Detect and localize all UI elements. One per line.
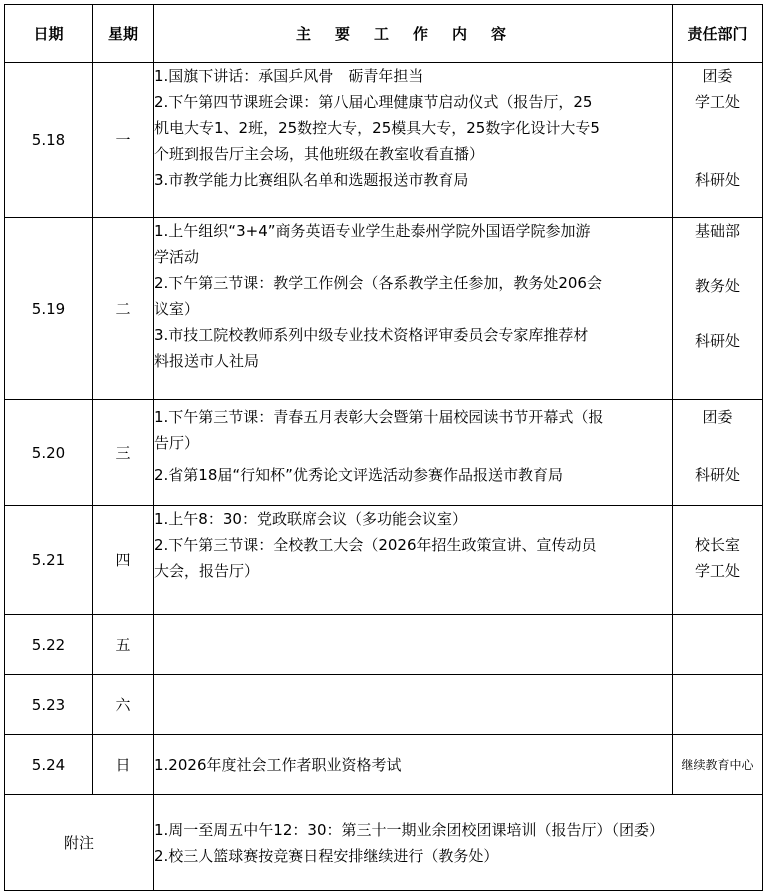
dept-line: 教务处 [694,277,740,295]
content-line: 个班到报告厅主会场，其他班级在教室收看直播） [154,145,485,163]
notes-line: 2.校三人篮球赛按竞赛日程安排继续进行（教务处） [154,846,499,865]
dept-line: 继续教育中心 [681,757,754,772]
table-row [5,218,763,400]
row-weekday: 二 [93,218,154,400]
dept-line: 团委 [702,408,733,426]
table-row [5,400,763,506]
row-content [154,735,673,795]
row-date: 5.24 [5,735,93,795]
row-date: 5.23 [5,675,93,735]
content-line: 1.国旗下讲话：承国乒风骨 砺青年担当 [154,67,424,85]
table-row [5,735,763,795]
row-content [154,675,673,735]
dept-line: 科研处 [694,466,740,484]
content-line: 议室） [154,300,200,318]
row-weekday: 一 [93,63,154,218]
content-line: 2.下午第四节课班会课：第八届心理健康节启动仪式（报告厅，25 [154,93,593,111]
dept-line: 学工处 [694,93,740,111]
content-line: 2.下午第三节课：全校教工大会（2026年招生政策宣讲、宣传动员 [154,536,597,554]
dept-line: 基础部 [694,222,740,240]
table-row [5,675,763,735]
row-dept [673,615,763,675]
row-weekday: 六 [93,675,154,735]
content-line: 1.上午组织“3+4”商务英语专业学生赴泰州学院外国语学院参加游 [154,222,591,240]
content-line: 1.上午8：30：党政联席会议（多功能会议室） [154,510,467,528]
row-weekday: 四 [93,506,154,615]
row-content [154,63,673,218]
content-line: 2.下午第三节课：教学工作例会（各系教学主任参加，教务处206会 [154,274,602,292]
weekly-schedule-table [4,4,763,891]
row-content [154,218,673,400]
row-date: 5.21 [5,506,93,615]
row-dept [673,675,763,735]
row-content [154,400,673,506]
content-line: 告厅） [154,434,200,452]
dept-line: 学工处 [694,562,740,580]
dept-line: 团委 [702,67,733,85]
table-row [5,506,763,615]
row-date: 5.19 [5,218,93,400]
content-line: 3.市技工院校教师系列中级专业技术资格评审委员会专家库推荐材 [154,326,589,344]
table-row [5,63,763,218]
content-line: 1.下午第三节课：青春五月表彰大会暨第十届校园读书节开幕式（报 [154,408,604,426]
notes-content [154,795,763,891]
row-date: 5.18 [5,63,93,218]
header-weekday: 星期 [93,5,154,63]
header-date: 日期 [5,5,93,63]
header-content: 主要工作内容 [154,5,673,63]
content-line: 学活动 [154,248,200,266]
row-dept [673,506,763,615]
dept-line: 校长室 [694,536,740,554]
notes-title: 附注 [5,795,154,891]
content-line: 3.市教学能力比赛组队名单和选题报送市教育局 [154,171,469,189]
row-content [154,506,673,615]
notes-line: 1.周一至周五中午12：30：第三十一期业余团校团课培训（报告厅）（团委） [154,820,664,839]
row-weekday: 五 [93,615,154,675]
content-line: 料报送市人社局 [154,352,260,370]
row-dept [673,735,763,795]
content-line: 2.省第18届“行知杯”优秀论文评选活动参赛作品报送市教育局 [154,466,563,484]
row-dept [673,63,763,218]
header-row [5,5,763,63]
row-weekday: 三 [93,400,154,506]
row-dept [673,218,763,400]
row-date: 5.20 [5,400,93,506]
row-dept [673,400,763,506]
header-dept: 责任部门 [673,5,763,63]
notes-row [5,795,763,891]
row-date: 5.22 [5,615,93,675]
row-content [154,615,673,675]
content-line: 机电大专1、2班，25数控大专，25模具大专，25数字化设计大专5 [154,119,600,137]
dept-line: 科研处 [694,171,740,189]
content-line: 大会，报告厅） [154,562,260,580]
table-row [5,615,763,675]
content-line: 1.2026年度社会工作者职业资格考试 [154,755,402,774]
row-weekday: 日 [93,735,154,795]
dept-line: 科研处 [694,332,740,350]
